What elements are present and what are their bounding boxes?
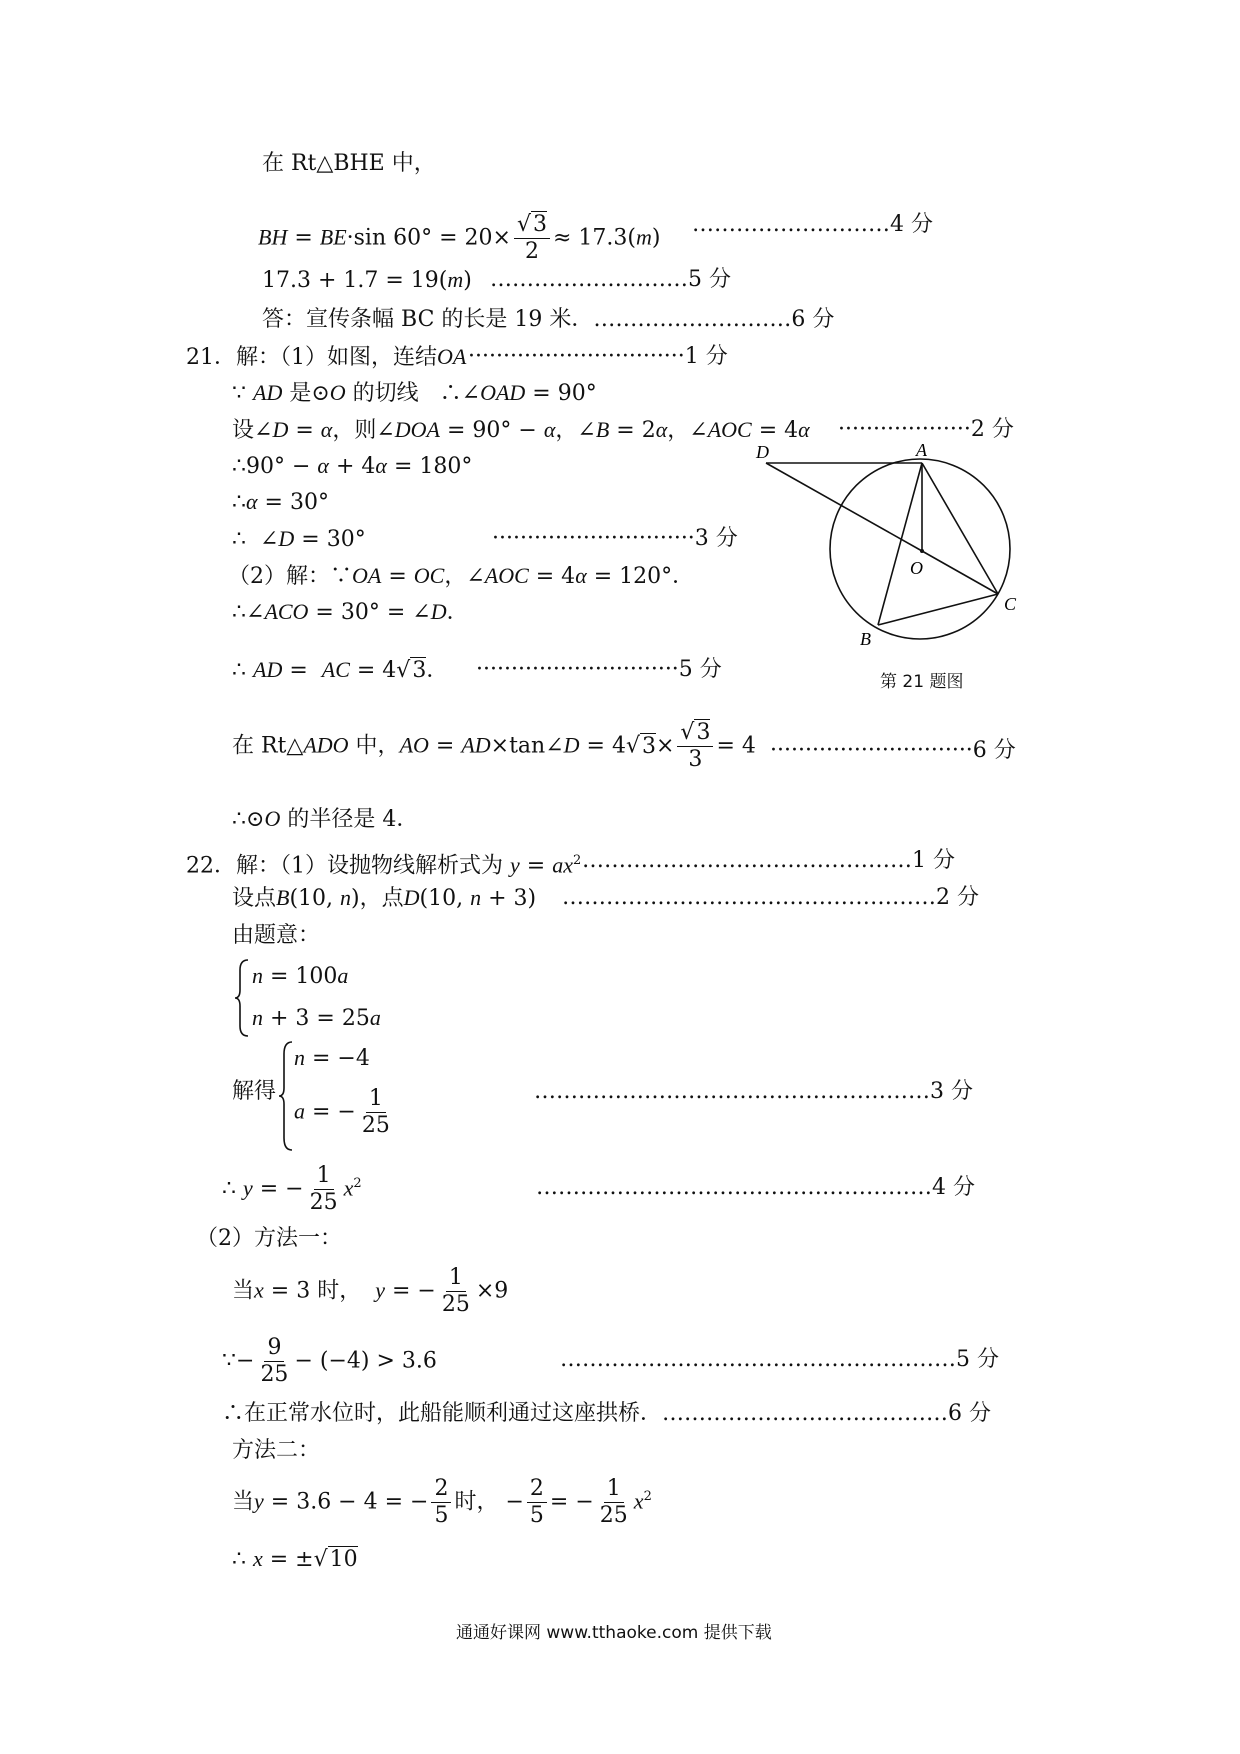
line-bc [878, 594, 998, 625]
text: ∴⊙ [232, 807, 265, 832]
text: 的半径是 4． [287, 807, 419, 832]
q21-radius: ∴⊙O 的半径是 4． [232, 806, 419, 832]
answer-line: 答：宣传条幅 BC 的长是 19 米．………………………6 分 [262, 307, 835, 332]
label-b: B [860, 629, 871, 649]
label-c: C [1004, 594, 1017, 614]
q21-tangent: ∵ AD 是⊙O 的切线 ∴∠OAD = 90° [232, 380, 597, 406]
system2-eq2: a = − $\frac{1}{25}$ [294, 1086, 390, 1138]
label-o: O [910, 558, 923, 578]
score: ………………………………………………4 分 [536, 1175, 975, 1200]
score: ………………………………………………3 分 [534, 1079, 973, 1104]
system1-eq1: n = 100a [252, 963, 349, 989]
score: ·····························6 分 [770, 738, 1016, 763]
q21-alpha: ∴α = 30° [232, 489, 329, 515]
text: 时， [454, 1489, 499, 1515]
line-oc [922, 551, 998, 594]
q21-part2: （2）解：∵OA = OC，∠AOC = 4α = 120°． [228, 563, 695, 589]
score: ···················2 分 [838, 417, 1014, 442]
brace-system-1 [234, 958, 250, 1038]
q22-conclusion: ∴在正常水位时，此船能顺利通过这座拱桥．…………………………………6 分 [222, 1401, 991, 1426]
score: ·····························3 分 [492, 526, 738, 551]
q22-points: 设点B(10, n)，点D(10, n + 3) [232, 885, 537, 911]
line-ac [922, 463, 998, 594]
q21-aco: ∴∠ACO = 30° = ∠D． [232, 599, 469, 625]
q21-ad: ∴ AD = AC = 4√3． [232, 657, 449, 683]
q22-method2: 方法二： [232, 1438, 321, 1463]
footer-text: 通通好课网 www.tthaoke.com 提供下载 [456, 1623, 772, 1643]
q22-because: ∵− $\frac{9}{25}$ − (−4) > 3.6 [222, 1335, 437, 1387]
score-4: ………………………4 分 [692, 212, 933, 237]
text: 的切线 [352, 381, 419, 406]
text: 21．解：（1）如图，连结 [186, 345, 437, 370]
text: 22．解：（1）设抛物线解析式为 [186, 853, 503, 879]
q22-y: ∴ y = − $\frac{1}{25}$ $x^2$ [222, 1163, 362, 1215]
center-point [920, 549, 924, 553]
q21-set: 设∠D = α，则∠DOA = 90° − α，∠B = 2α，∠AOC = 4α [232, 417, 810, 443]
score: ………………………………………………5 分 [560, 1347, 999, 1372]
q22-when-x3: 当x = 3 时， y = − $\frac{1}{25}$ ×9 [232, 1265, 509, 1317]
system1-eq2: n + 3 = 25a [252, 1005, 381, 1031]
score: ·······························1 分 [468, 344, 728, 369]
text: 当 [232, 1489, 255, 1515]
text: 是⊙ [289, 381, 330, 406]
figure-21-diagram [750, 440, 1050, 690]
system2-eq1: n = −4 [294, 1045, 370, 1071]
label-d: D [756, 442, 769, 462]
formula-bh: BH = BE·sin 60° = 20× $\frac{√3}{2}$ ≈ 17.3(m) [258, 212, 661, 264]
q22-when-y: 当y = 3.6 − 4 = − $\frac{2}{5}$ 时， − $\frac{2}{5}$ = − $\frac{1}{25}$ $x^2$ [232, 1476, 652, 1528]
formula-sum: 17.3 + 1.7 = 19(m) [262, 267, 472, 293]
label-a: A [916, 440, 927, 460]
q21-eq: ∴90° − α + 4α = 180° [232, 453, 473, 479]
text: （2）解： [228, 564, 330, 589]
text: 在 Rt△BHE 中， [262, 151, 436, 176]
text: ，点 [359, 886, 404, 911]
text: 设点 [232, 886, 277, 911]
q21-rt-ado: 在 Rt△ADO 中，AO = AD×tan∠D = 4√3× $\frac{√3}{3}$ = 4 [232, 720, 756, 772]
q22-method1: （2）方法一： [196, 1226, 342, 1251]
q22-by-question: 由题意： [232, 923, 321, 948]
line-rt-bhe [262, 150, 436, 178]
q22-head: 22．解：（1）设抛物线解析式为 $y = ax^2$ [186, 852, 582, 879]
line-ab [878, 463, 922, 625]
text: 当 [232, 1278, 255, 1304]
score: ………………………………………1 分 [582, 848, 955, 873]
q22-solve: 解得 [232, 1079, 277, 1104]
q22-x: ∴ x = ±√10 [232, 1546, 358, 1572]
line-do [766, 463, 922, 551]
q21-d: ∴ ∠D = 30° [232, 526, 366, 552]
score: ……………………………………………2 分 [562, 885, 979, 910]
text: 在 Rt△ [232, 733, 304, 759]
text: 时， [317, 1278, 362, 1304]
text: 设 [232, 418, 255, 443]
figure-caption: 第 21 题图 [880, 672, 964, 692]
score: ·····························5 分 [476, 657, 722, 682]
score-5: ………………………5 分 [490, 267, 731, 292]
brace-system-2 [278, 1040, 294, 1152]
text: 中， [355, 733, 400, 759]
q21-head: 21．解：（1）如图，连结OA [186, 344, 467, 370]
